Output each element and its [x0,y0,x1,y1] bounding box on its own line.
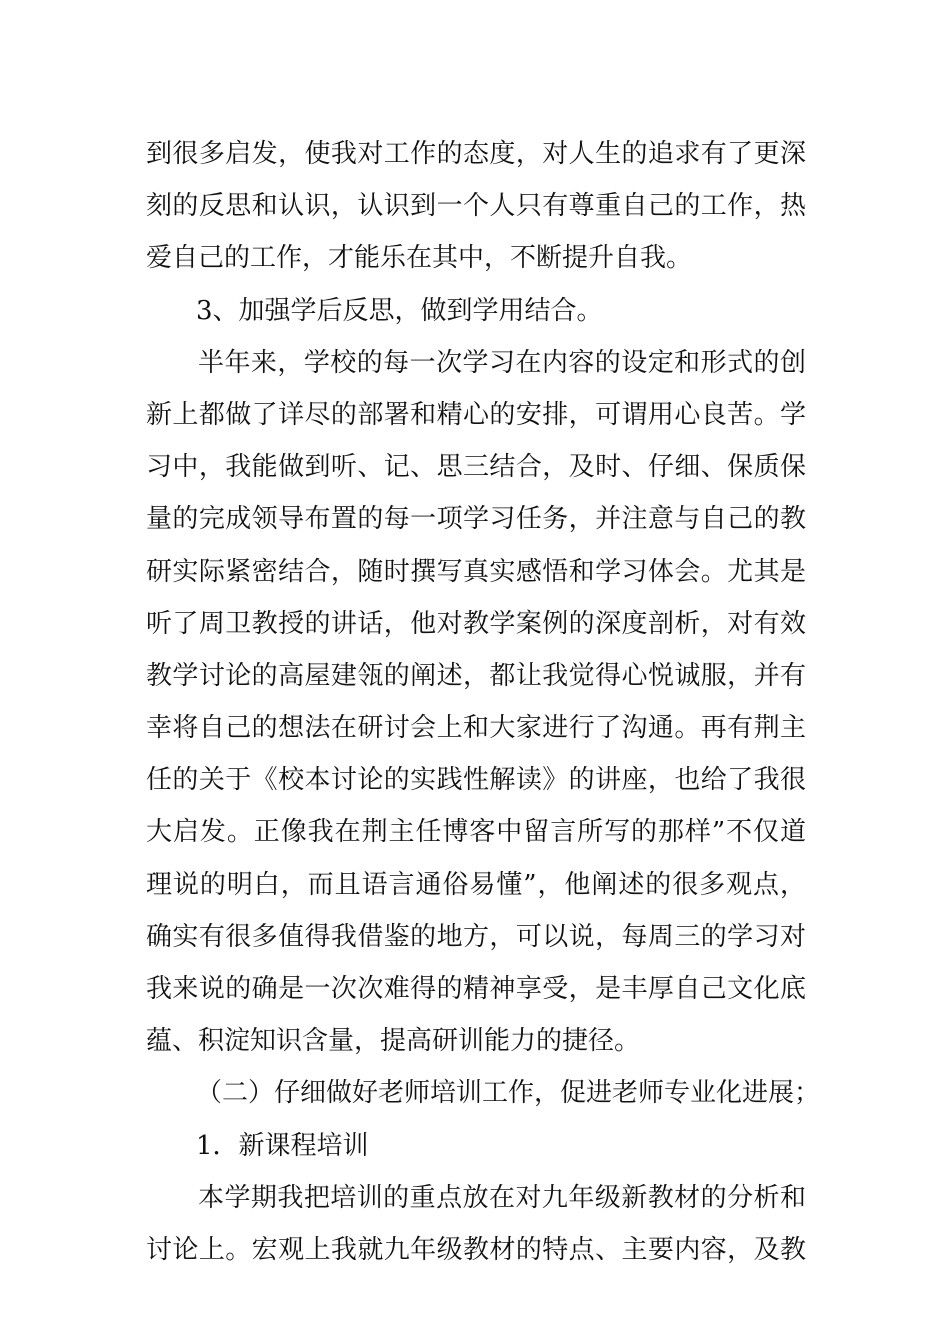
paragraph-line: 听了周卫教授的讲话，他对教学案例的深度剖析，对有效 [146,608,806,639]
paragraph-line: 幸将自己的想法在研讨会上和大家进行了沟通。再有荆主 [146,713,806,744]
paragraph-line: 任的关于《校本讨论的实践性解读》的讲座，也给了我很 [146,765,806,796]
paragraph-line: 爱自己的工作，才能乐在其中，不断提升自我。 [146,243,693,274]
paragraph-line: 讨论上。宏观上我就九年级教材的特点、主要内容，及教 [146,1234,806,1265]
paragraph-line: 半年来，学校的每一次学习在内容的设定和形式的创 [198,347,806,378]
paragraph-line: 习中，我能做到听、记、思三结合，及时、仔细、保质保 [146,452,806,483]
paragraph-line: 研实际紧密结合，随时撰写真实感悟和学习体会。尤其是 [146,556,806,587]
paragraph-line: 理说的明白，而且语言通俗易懂”，他阐述的很多观点， [146,869,806,900]
paragraph-line: 我来说的确是一次次难得的精神享受，是丰厚自己文化底 [146,974,806,1004]
paragraph-line: 到很多启发，使我对工作的态度，对人生的追求有了更深 [146,139,806,169]
paragraph-line: 本学期我把培训的重点放在对九年级新教材的分析和 [198,1182,806,1213]
body-text [146,128,821,1276]
paragraph-line: 大启发。正像我在荆主任博客中留言所写的那样”不仅道 [146,817,806,848]
paragraph-line: 确实有很多值得我借鉴的地方，可以说，每周三的学习对 [146,921,806,952]
paragraph-line: 量的完成领导布置的每一项学习任务，并注意与自己的教 [146,504,806,535]
section-heading: 3、加强学后反思，做到学用结合。 [196,295,603,326]
paragraph-line: 教学讨论的高屋建瓴的阐述，都让我觉得心悦诚服，并有 [146,660,806,691]
subsection-heading: 1．新课程培训 [196,1130,369,1161]
paragraph-line: 蕴、积淀知识含量，提高研训能力的捷径。 [146,1026,641,1057]
paragraph-line: 新上都做了详尽的部署和精心的安排，可谓用心良苦。学 [146,399,806,430]
section-heading: （二）仔细做好老师培训工作，促进老师专业化进展； [196,1078,821,1109]
paragraph-line: 刻的反思和认识，认识到一个人只有尊重自己的工作，热 [146,191,806,222]
